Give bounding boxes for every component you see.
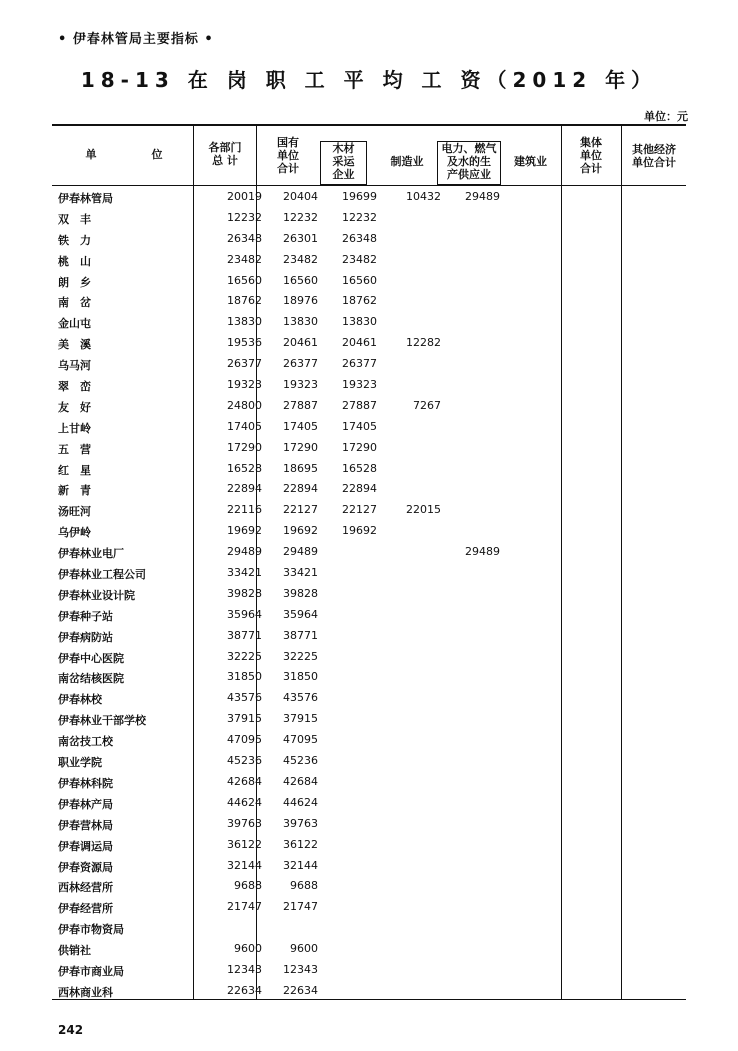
header-state-line: 合计 bbox=[277, 162, 299, 175]
table-row bbox=[52, 605, 686, 626]
cell-value: 17290 bbox=[227, 440, 262, 454]
table-row bbox=[52, 667, 686, 688]
table-row bbox=[52, 521, 686, 542]
cell-value: 44624 bbox=[283, 795, 318, 809]
row-label: 金山屯 bbox=[58, 317, 91, 331]
row-label: 西林经营所 bbox=[58, 881, 113, 895]
row-label: 五 营 bbox=[58, 442, 91, 456]
row-label: 南岔结核医院 bbox=[58, 672, 124, 686]
cell-value: 43576 bbox=[227, 691, 262, 705]
cell-value: 24800 bbox=[227, 398, 262, 412]
header-mfg: 制造业 bbox=[390, 155, 424, 168]
header-other-line: 单位合计 bbox=[632, 156, 676, 169]
row-label: 朗 乡 bbox=[58, 275, 91, 289]
cell-value: 22894 bbox=[227, 482, 262, 496]
cell-value: 26377 bbox=[283, 357, 318, 371]
cell-value: 20019 bbox=[227, 190, 262, 203]
cell-value: 26377 bbox=[227, 357, 262, 371]
table-row bbox=[52, 772, 686, 793]
table-row bbox=[52, 730, 686, 751]
table-row bbox=[52, 856, 686, 877]
row-label: 伊春林管局 bbox=[58, 192, 113, 205]
header-state-line: 单位 bbox=[277, 149, 299, 162]
row-label: 伊春资源局 bbox=[58, 860, 113, 874]
cell-value: 26348 bbox=[342, 231, 377, 245]
row-label: 职业学院 bbox=[58, 756, 102, 770]
header-total-line: 各部门 bbox=[208, 141, 242, 154]
cell-value: 35964 bbox=[227, 607, 262, 621]
row-label: 伊春林业电厂 bbox=[58, 547, 124, 561]
cell-value: 12343 bbox=[283, 962, 318, 976]
row-label: 伊春种子站 bbox=[58, 609, 113, 623]
header-other bbox=[623, 143, 685, 169]
header-unit: 单 位 bbox=[85, 148, 163, 161]
cell-value: 39763 bbox=[227, 816, 262, 830]
cell-value: 9600 bbox=[234, 942, 262, 956]
cell-value: 29489 bbox=[227, 545, 262, 559]
cell-value: 33421 bbox=[283, 566, 318, 580]
table-row bbox=[52, 250, 686, 271]
cell-value: 21747 bbox=[227, 900, 262, 914]
cell-value: 37915 bbox=[283, 712, 318, 726]
cell-value: 19323 bbox=[342, 378, 377, 392]
page-number: 242 bbox=[58, 1023, 84, 1037]
cell-value: 21747 bbox=[283, 900, 318, 914]
table-row bbox=[52, 584, 686, 605]
cell-value: 23482 bbox=[342, 252, 377, 266]
header-total bbox=[196, 141, 254, 167]
cell-value: 19692 bbox=[227, 524, 262, 538]
table-body bbox=[52, 187, 686, 1002]
cell-value: 26301 bbox=[283, 231, 318, 245]
table-header-rule bbox=[52, 185, 686, 186]
cell-value: 22894 bbox=[342, 482, 377, 496]
cell-value: 32144 bbox=[283, 858, 318, 872]
cell-value: 12282 bbox=[406, 336, 441, 350]
table-row bbox=[52, 312, 686, 333]
row-label: 上甘岭 bbox=[58, 421, 91, 435]
table-row bbox=[52, 229, 686, 250]
table-row bbox=[52, 208, 686, 229]
table-row bbox=[52, 417, 686, 438]
cell-value: 16528 bbox=[342, 461, 377, 475]
header-timber bbox=[321, 142, 366, 181]
table-row bbox=[52, 814, 686, 835]
cell-value: 16560 bbox=[227, 273, 262, 287]
header-timber-line: 企业 bbox=[332, 168, 355, 181]
cell-value: 9600 bbox=[290, 942, 318, 956]
table-row bbox=[52, 835, 686, 856]
cell-value: 42684 bbox=[283, 774, 318, 788]
row-label: 伊春营林局 bbox=[58, 818, 113, 832]
row-label: 供销社 bbox=[58, 944, 91, 958]
cell-value: 22015 bbox=[406, 503, 441, 517]
cell-value: 39828 bbox=[227, 586, 262, 600]
table-row bbox=[52, 563, 686, 584]
cell-value: 20461 bbox=[342, 336, 377, 350]
row-label: 伊春市商业局 bbox=[58, 964, 124, 978]
row-label: 铁 力 bbox=[58, 233, 91, 247]
row-label: 双 丰 bbox=[58, 212, 91, 226]
row-label: 乌伊岭 bbox=[58, 526, 91, 540]
cell-value: 16560 bbox=[283, 273, 318, 287]
row-label: 汤旺河 bbox=[58, 505, 91, 519]
table-row bbox=[52, 459, 686, 480]
table-row bbox=[52, 354, 686, 375]
cell-value: 22127 bbox=[342, 503, 377, 517]
cell-value: 12232 bbox=[342, 210, 377, 224]
cell-value: 20461 bbox=[283, 336, 318, 350]
cell-value: 32225 bbox=[227, 649, 262, 663]
cell-value: 26348 bbox=[227, 231, 262, 245]
cell-value: 17405 bbox=[283, 419, 318, 433]
cell-value: 10432 bbox=[406, 190, 441, 203]
cell-value: 29489 bbox=[283, 545, 318, 559]
row-label: 桃 山 bbox=[58, 254, 91, 268]
row-label: 伊春林科院 bbox=[58, 776, 113, 790]
table-row bbox=[52, 709, 686, 730]
table-row bbox=[52, 626, 686, 647]
cell-value: 12232 bbox=[227, 210, 262, 224]
cell-value: 31850 bbox=[227, 670, 262, 684]
cell-value: 19692 bbox=[342, 524, 377, 538]
cell-value: 17405 bbox=[227, 419, 262, 433]
row-label: 伊春林业工程公司 bbox=[58, 568, 146, 582]
cell-value: 22634 bbox=[283, 983, 318, 997]
table-row bbox=[52, 897, 686, 918]
table-row bbox=[52, 396, 686, 417]
row-label: 伊春中心医院 bbox=[58, 651, 124, 665]
table-row bbox=[52, 793, 686, 814]
cell-value: 19692 bbox=[283, 524, 318, 538]
cell-value: 43576 bbox=[283, 691, 318, 705]
header-power-line: 及水的生 bbox=[447, 155, 491, 168]
header-collective bbox=[563, 136, 619, 175]
table-row bbox=[52, 500, 686, 521]
cell-value: 44624 bbox=[227, 795, 262, 809]
header-other-line: 其他经济 bbox=[632, 143, 676, 156]
table-row bbox=[52, 291, 686, 312]
row-label: 伊春调运局 bbox=[58, 839, 113, 853]
header-collective-line: 单位 bbox=[580, 149, 602, 162]
cell-value: 18976 bbox=[283, 294, 318, 308]
table-row bbox=[52, 751, 686, 772]
cell-value: 45236 bbox=[227, 754, 262, 768]
cell-value: 29489 bbox=[465, 190, 500, 203]
row-label: 伊春林校 bbox=[58, 693, 102, 707]
cell-value: 13830 bbox=[283, 315, 318, 329]
unit-label: 单位：元 bbox=[644, 110, 688, 123]
header-collective-line: 集体 bbox=[580, 136, 602, 149]
header-construction: 建筑业 bbox=[514, 155, 547, 168]
row-label: 乌马河 bbox=[58, 359, 91, 373]
cell-value: 17290 bbox=[342, 440, 377, 454]
row-label: 美 溪 bbox=[58, 338, 91, 352]
table-row bbox=[52, 876, 686, 897]
cell-value: 47095 bbox=[227, 733, 262, 747]
cell-value: 32144 bbox=[227, 858, 262, 872]
cell-value: 27887 bbox=[283, 398, 318, 412]
cell-value: 7267 bbox=[413, 398, 441, 412]
table-row bbox=[52, 479, 686, 500]
cell-value: 33421 bbox=[227, 566, 262, 580]
table-row bbox=[52, 438, 686, 459]
header-total-line: 总 计 bbox=[212, 154, 238, 167]
table-title: 18-13 在 岗 职 工 平 均 工 资（2012 年） bbox=[80, 68, 658, 92]
table-row bbox=[52, 542, 686, 563]
header-state bbox=[259, 136, 317, 175]
cell-value: 12232 bbox=[283, 210, 318, 224]
cell-value: 39763 bbox=[283, 816, 318, 830]
header-power bbox=[438, 142, 500, 181]
header-power-line: 产供应业 bbox=[447, 168, 491, 181]
row-label: 西林商业科 bbox=[58, 985, 113, 999]
cell-value: 47095 bbox=[283, 733, 318, 747]
cell-value: 12343 bbox=[227, 962, 262, 976]
cell-value: 20404 bbox=[283, 190, 318, 203]
cell-value: 16528 bbox=[227, 461, 262, 475]
row-label: 友 好 bbox=[58, 400, 91, 414]
row-label: 伊春病防站 bbox=[58, 630, 113, 644]
row-label: 伊春市物资局 bbox=[58, 923, 124, 937]
cell-value: 36122 bbox=[283, 837, 318, 851]
cell-value: 13830 bbox=[227, 315, 262, 329]
cell-value: 23482 bbox=[283, 252, 318, 266]
row-label: 伊春经营所 bbox=[58, 902, 113, 916]
header-power-line: 电力、燃气 bbox=[441, 142, 497, 155]
row-label: 南岔技工校 bbox=[58, 735, 113, 749]
running-header: • 伊春林管局主要指标 • bbox=[58, 32, 214, 47]
cell-value: 19699 bbox=[342, 190, 377, 203]
cell-value: 17290 bbox=[283, 440, 318, 454]
header-timber-line: 木材 bbox=[332, 142, 355, 155]
table-row bbox=[52, 939, 686, 960]
table-row bbox=[52, 688, 686, 709]
cell-value: 19536 bbox=[227, 336, 262, 350]
table-row bbox=[52, 960, 686, 981]
cell-value: 9688 bbox=[234, 879, 262, 893]
table-row bbox=[52, 187, 686, 208]
cell-value: 37915 bbox=[227, 712, 262, 726]
row-label: 新 青 bbox=[58, 484, 91, 498]
row-label: 伊春林产局 bbox=[58, 797, 113, 811]
cell-value: 22127 bbox=[283, 503, 318, 517]
cell-value: 18762 bbox=[342, 294, 377, 308]
row-label: 伊春林业设计院 bbox=[58, 588, 135, 602]
row-label: 南 岔 bbox=[58, 296, 91, 310]
cell-value: 36122 bbox=[227, 837, 262, 851]
row-label: 伊春林业干部学校 bbox=[58, 714, 146, 728]
cell-value: 38771 bbox=[283, 628, 318, 642]
cell-value: 17405 bbox=[342, 419, 377, 433]
table-row bbox=[52, 271, 686, 292]
cell-value: 29489 bbox=[465, 545, 500, 559]
cell-value: 13830 bbox=[342, 315, 377, 329]
row-label: 红 星 bbox=[58, 463, 91, 477]
cell-value: 31850 bbox=[283, 670, 318, 684]
cell-value: 19323 bbox=[283, 378, 318, 392]
cell-value: 27887 bbox=[342, 398, 377, 412]
header-collective-line: 合计 bbox=[580, 162, 602, 175]
cell-value: 18762 bbox=[227, 294, 262, 308]
cell-value: 22894 bbox=[283, 482, 318, 496]
cell-value: 38771 bbox=[227, 628, 262, 642]
cell-value: 35964 bbox=[283, 607, 318, 621]
table-row bbox=[52, 918, 686, 939]
cell-value: 19323 bbox=[227, 378, 262, 392]
cell-value: 22116 bbox=[227, 503, 262, 517]
cell-value: 16560 bbox=[342, 273, 377, 287]
cell-value: 23482 bbox=[227, 252, 262, 266]
cell-value: 22634 bbox=[227, 983, 262, 997]
cell-value: 45236 bbox=[283, 754, 318, 768]
table-row bbox=[52, 375, 686, 396]
header-timber-line: 采运 bbox=[332, 155, 355, 168]
cell-value: 9688 bbox=[290, 879, 318, 893]
header-state-line: 国有 bbox=[277, 136, 299, 149]
cell-value: 18695 bbox=[283, 461, 318, 475]
cell-value: 39828 bbox=[283, 586, 318, 600]
cell-value: 32225 bbox=[283, 649, 318, 663]
table-row bbox=[52, 333, 686, 354]
cell-value: 42684 bbox=[227, 774, 262, 788]
table-row bbox=[52, 981, 686, 1002]
table-top-rule bbox=[52, 124, 686, 126]
row-label: 翠 峦 bbox=[58, 380, 91, 394]
table-row bbox=[52, 647, 686, 668]
cell-value: 26377 bbox=[342, 357, 377, 371]
